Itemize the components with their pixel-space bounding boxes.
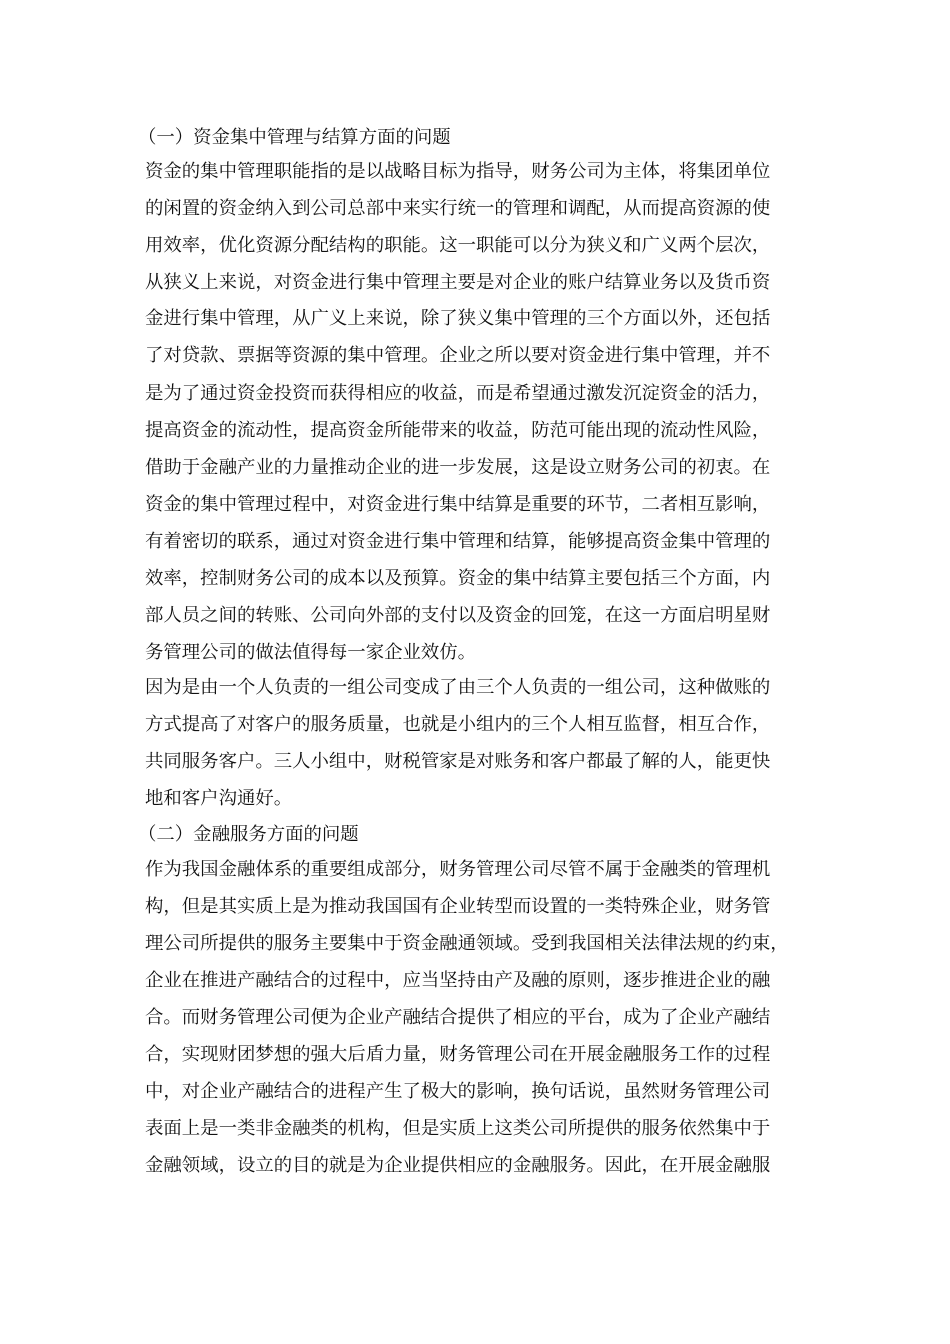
text-line: 作为我国金融体系的重要组成部分，财务管理公司尽管不属于金融类的管理机	[145, 859, 771, 880]
text-line: 构，但是其实质上是为推动我国国有企业转型而设置的一类特殊企业，财务管	[145, 896, 771, 917]
text-line: 表面上是一类非金融类的机构，但是实质上这类公司所提供的服务依然集中于	[145, 1118, 771, 1139]
text-line: 资金的集中管理职能指的是以战略目标为指导，财务公司为主体，将集团单位	[145, 161, 771, 182]
text-line: 资金的集中管理过程中，对资金进行集中结算是重要的环节，二者相互影响，	[145, 494, 771, 515]
text-line: 中，对企业产融结合的进程产生了极大的影响，换句话说，虽然财务管理公司	[145, 1081, 771, 1102]
text-line: 方式提高了对客户的服务质量，也就是小组内的三个人相互监督，相互合作，	[145, 714, 771, 735]
text-line: 从狭义上来说，对资金进行集中管理主要是对企业的账户结算业务以及货币资	[145, 272, 771, 293]
text-line: 效率，控制财务公司的成本以及预算。资金的集中结算主要包括三个方面，内	[145, 568, 771, 589]
section-heading: （一）资金集中管理与结算方面的问题	[138, 127, 451, 148]
text-line: 理公司所提供的服务主要集中于资金融通领域。受到我国相关法律法规的约束，	[145, 933, 789, 954]
text-line: 合，实现财团梦想的强大后盾力量，财务管理公司在开展金融服务工作的过程	[145, 1044, 771, 1065]
text-line: 部人员之间的转账、公司向外部的支付以及资金的回笼，在这一方面启明星财	[145, 605, 771, 626]
text-line: 企业在推进产融结合的过程中，应当坚持由产及融的原则，逐步推进企业的融	[145, 970, 771, 991]
text-line: 金融领域，设立的目的就是为企业提供相应的金融服务。因此，在开展金融服	[145, 1155, 771, 1176]
text-line: 金进行集中管理，从广义上来说，除了狭义集中管理的三个方面以外，还包括	[145, 308, 771, 329]
text-line: 借助于金融产业的力量推动企业的进一步发展，这是设立财务公司的初衷。在	[145, 457, 771, 478]
text-line: 了对贷款、票据等资源的集中管理。企业之所以要对资金进行集中管理，并不	[145, 345, 771, 366]
text-line: 合。而财务管理公司便为企业产融结合提供了相应的平台，成为了企业产融结	[145, 1007, 771, 1028]
text-line: 提高资金的流动性，提高资金所能带来的收益，防范可能出现的流动性风险，	[145, 420, 771, 441]
text-line: 地和客户沟通好。	[145, 788, 293, 809]
text-line: 用效率，优化资源分配结构的职能。这一职能可以分为狭义和广义两个层次，	[145, 235, 771, 256]
text-line: 有着密切的联系，通过对资金进行集中管理和结算，能够提高资金集中管理的	[145, 531, 771, 552]
text-line: 的闲置的资金纳入到公司总部中来实行统一的管理和调配，从而提高资源的使	[145, 198, 771, 219]
text-line: 共同服务客户。三人小组中，财税管家是对账务和客户都最了解的人，能更快	[145, 751, 771, 772]
text-line: 因为是由一个人负责的一组公司变成了由三个人负责的一组公司，这种做账的	[145, 677, 771, 698]
text-line: 是为了通过资金投资而获得相应的收益，而是希望通过激发沉淀资金的活力，	[145, 383, 771, 404]
text-line: 务管理公司的做法值得每一家企业效仿。	[145, 642, 477, 663]
section-heading: （二）金融服务方面的问题	[138, 824, 359, 845]
